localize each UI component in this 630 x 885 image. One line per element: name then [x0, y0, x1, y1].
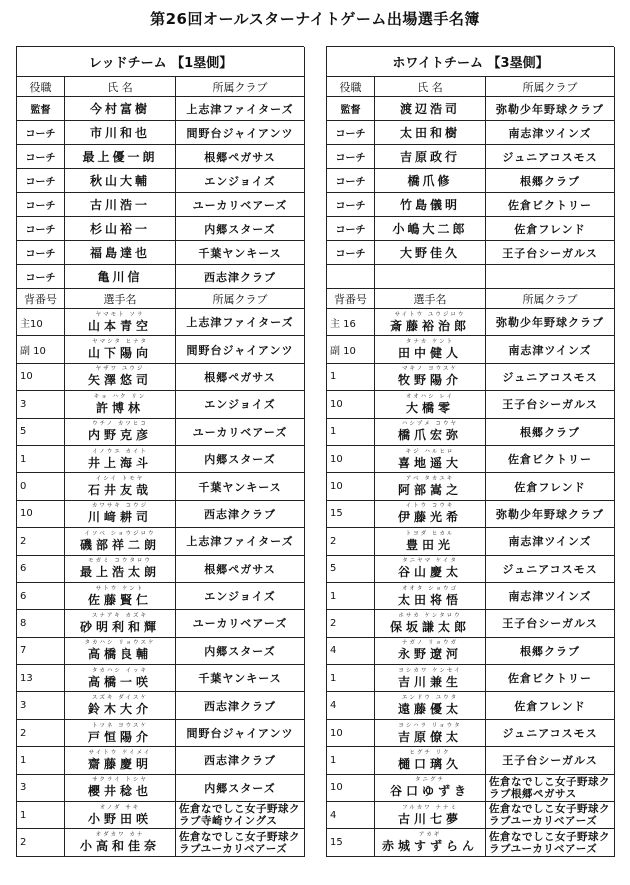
- player-name: 櫻井稔也: [87, 784, 152, 799]
- player-club: 王子台シーガルス: [486, 391, 615, 418]
- player-name-reading: サトウ ケント: [95, 585, 145, 592]
- player-name-reading: アカギ: [418, 832, 442, 839]
- page-title: 第26回オールスターナイトゲーム出場選手名簿: [150, 10, 480, 28]
- player-name-cell: [375, 802, 486, 829]
- player-club: 佐倉フレンド: [486, 473, 615, 500]
- staff-club: 西志津クラブ: [176, 265, 305, 289]
- red-team-panel: [16, 46, 304, 857]
- player-name-cell: [65, 747, 176, 774]
- player-number: 2: [17, 829, 65, 856]
- player-name-cell: [65, 802, 176, 829]
- player-name-reading: ヨシカワ ケンセイ: [398, 667, 462, 674]
- player-name-cell: [375, 583, 486, 610]
- staff-club: 弥勒少年野球クラブ: [486, 97, 615, 121]
- player-club: ジュニアコスモス: [486, 720, 615, 747]
- player-name-cell: [65, 665, 176, 692]
- player-name-cell: [65, 391, 176, 418]
- roster-table: [326, 46, 614, 857]
- player-club-line2: ラブ根郷ペガサス: [489, 787, 577, 800]
- player-club-line1: 佐倉なでしこ女子野球ク: [489, 830, 610, 843]
- player-number: 1: [327, 364, 375, 391]
- player-name: 戸恒陽介: [87, 729, 152, 744]
- player-name-cell: [375, 610, 486, 637]
- player-club: 根郷ペガサス: [176, 556, 305, 583]
- player-number: 10: [327, 720, 375, 747]
- player-number: 5: [17, 419, 65, 446]
- player-club: 南志津ツインズ: [486, 583, 615, 610]
- player-number: 4: [327, 692, 375, 719]
- player-name-reading: タニグチ: [414, 777, 445, 784]
- player-name: 石井友哉: [87, 483, 152, 498]
- player-name-cell: [375, 501, 486, 528]
- player-club: [486, 829, 615, 856]
- staff-role: コーチ: [17, 193, 65, 217]
- player-name: 古川七夢: [397, 811, 462, 826]
- staff-club: ジュニアコスモス: [486, 145, 615, 169]
- player-name: 遠藤優太: [397, 702, 462, 717]
- player-name-reading: キョ ハク リン: [93, 393, 147, 400]
- staff-club: 千葉ヤンキース: [176, 241, 305, 265]
- player-name-cell: [65, 556, 176, 583]
- player-name-reading: スズキ ダイスケ: [91, 695, 149, 702]
- staff-role: コーチ: [327, 193, 375, 217]
- header-role: 役職: [327, 77, 375, 97]
- player-name-cell: [375, 336, 486, 363]
- player-club: 西志津クラブ: [176, 747, 305, 774]
- player-number: 0: [17, 473, 65, 500]
- player-number: 7: [17, 638, 65, 665]
- header-player-club: 所属クラブ: [486, 289, 615, 309]
- player-name-reading: オオタ ショウゴ: [402, 585, 458, 592]
- staff-club: エンジョイズ: [176, 169, 305, 193]
- player-club: 佐倉ビクトリー: [486, 665, 615, 692]
- player-name-cell: [375, 665, 486, 692]
- staff-club: 根郷ペガサス: [176, 145, 305, 169]
- player-club: [486, 775, 615, 802]
- staff-club: 間野台ジャイアンツ: [176, 121, 305, 145]
- player-number: 5: [327, 556, 375, 583]
- staff-club: 根郷クラブ: [486, 169, 615, 193]
- player-number: 副 10: [17, 336, 65, 363]
- player-name: 齋藤慶明: [87, 756, 152, 771]
- player-name: 許博林: [95, 400, 144, 415]
- player-name-reading: オノダ サキ: [99, 804, 141, 811]
- player-number: 1: [17, 446, 65, 473]
- header-name: 氏 名: [65, 77, 176, 97]
- player-number: 8: [17, 610, 65, 637]
- player-number: 6: [17, 556, 65, 583]
- player-name: 砂明利和輝: [79, 619, 160, 634]
- player-name-cell: [65, 364, 176, 391]
- player-name-reading: ヒグチ リク: [409, 749, 451, 756]
- player-club-line2: ラブ寺崎ウイングス: [179, 815, 278, 828]
- staff-role: コーチ: [327, 241, 375, 265]
- player-number: 1: [17, 747, 65, 774]
- player-name: 永野遼河: [397, 647, 462, 662]
- player-number: 10: [327, 775, 375, 802]
- player-name: 小高和佳奈: [79, 839, 160, 854]
- player-name-cell: [65, 419, 176, 446]
- player-club: 南志津ツインズ: [486, 528, 615, 555]
- player-name-cell: [375, 446, 486, 473]
- staff-role: コーチ: [327, 145, 375, 169]
- roster-table: [16, 46, 304, 857]
- player-name-reading: マキノ ヨウスケ: [402, 366, 458, 373]
- header-name: 氏 名: [375, 77, 486, 97]
- player-name: 鈴木大介: [87, 702, 152, 717]
- staff-role: コーチ: [17, 169, 65, 193]
- player-name: 最上浩太朗: [79, 565, 160, 580]
- player-number: 6: [17, 583, 65, 610]
- player-number: 4: [327, 638, 375, 665]
- player-name: 吉原僚太: [397, 729, 462, 744]
- player-name: 矢澤悠司: [87, 373, 152, 388]
- player-name-reading: イソベ ショウジロウ: [84, 530, 156, 537]
- player-name-cell: [65, 775, 176, 802]
- staff-name: 大野佳久: [375, 241, 486, 265]
- player-name: 吉川兼生: [397, 674, 462, 689]
- player-name-reading: ヤマシタ ヒナタ: [92, 339, 148, 346]
- player-name-cell: [375, 309, 486, 336]
- player-club: 内郷スターズ: [176, 638, 305, 665]
- player-name: 高橋一咲: [87, 674, 152, 689]
- player-name-cell: [65, 528, 176, 555]
- player-number: 2: [327, 528, 375, 555]
- player-name-cell: [375, 638, 486, 665]
- staff-role: 監督: [327, 97, 375, 121]
- player-club: 間野台ジャイアンツ: [176, 720, 305, 747]
- player-club: 千葉ヤンキース: [176, 665, 305, 692]
- player-name: 山下陽向: [87, 346, 152, 361]
- staff-role: コーチ: [17, 145, 65, 169]
- player-name: 橋爪宏弥: [397, 428, 462, 443]
- player-name-reading: キジ ハルヒロ: [405, 448, 455, 455]
- player-number: 2: [17, 720, 65, 747]
- staff-role: コーチ: [17, 121, 65, 145]
- staff-role: [327, 265, 375, 289]
- player-name-reading: アベ タカユキ: [405, 476, 455, 483]
- header-club: 所属クラブ: [486, 77, 615, 97]
- player-club-line1: 佐倉なでしこ女子野球ク: [489, 803, 610, 816]
- player-name-cell: [65, 473, 176, 500]
- player-club: 王子台シーガルス: [486, 747, 615, 774]
- player-number: 10: [327, 446, 375, 473]
- player-name-cell: [65, 610, 176, 637]
- player-club: 王子台シーガルス: [486, 610, 615, 637]
- player-name-reading: フルカワ ナナミ: [401, 804, 459, 811]
- player-name-reading: イノウエ カイト: [92, 448, 148, 455]
- player-number: 2: [327, 610, 375, 637]
- player-club: 佐倉ビクトリー: [486, 446, 615, 473]
- player-name: 山本青空: [87, 318, 152, 333]
- player-name-cell: [375, 419, 486, 446]
- staff-name: 福島達也: [65, 241, 176, 265]
- player-name: 太田将悟: [397, 592, 462, 607]
- player-club-line1: 佐倉なでしこ女子野球ク: [179, 803, 300, 816]
- player-club-line2: ラブユーカリベアーズ: [489, 815, 598, 828]
- staff-club: [486, 265, 615, 289]
- staff-name: 杉山裕一: [65, 217, 176, 241]
- player-name-reading: オオハシ レイ: [405, 393, 455, 400]
- player-club: 根郷クラブ: [486, 419, 615, 446]
- player-club: [176, 829, 305, 856]
- staff-name: 秋山大輔: [65, 169, 176, 193]
- staff-name: 吉原政行: [375, 145, 486, 169]
- player-name: 内野克彦: [87, 428, 152, 443]
- player-name: 井上海斗: [87, 455, 152, 470]
- player-number: 10: [327, 473, 375, 500]
- player-name-reading: イシイ トモヤ: [95, 476, 145, 483]
- player-club: 内郷スターズ: [176, 446, 305, 473]
- player-name-cell: [375, 364, 486, 391]
- player-name: 磯部祥二朗: [79, 537, 160, 552]
- player-club: [176, 802, 305, 829]
- player-name-cell: [375, 556, 486, 583]
- player-name-cell: [65, 583, 176, 610]
- player-number: 主 16: [327, 309, 375, 336]
- player-club: 弥勒少年野球クラブ: [486, 309, 615, 336]
- player-name-reading: ヤマモト ソラ: [95, 311, 145, 318]
- player-name-cell: [65, 692, 176, 719]
- player-name: 佐藤賢仁: [87, 592, 152, 607]
- player-club: 上志津ファイターズ: [176, 528, 305, 555]
- player-club-line1: 佐倉なでしこ女子野球ク: [489, 775, 610, 788]
- player-name-cell: [375, 829, 486, 856]
- staff-club: ユーカリベアーズ: [176, 193, 305, 217]
- player-name-cell: [375, 473, 486, 500]
- staff-role: コーチ: [17, 217, 65, 241]
- staff-club: 上志津ファイターズ: [176, 97, 305, 121]
- header-player-name: 選手名: [375, 289, 486, 309]
- player-club-line1: 佐倉なでしこ女子野球ク: [179, 830, 300, 843]
- header-number: 背番号: [327, 289, 375, 309]
- staff-name: 小嶋大二郎: [375, 217, 486, 241]
- player-name: 喜地遥大: [397, 455, 462, 470]
- player-name: 谷口ゆずき: [389, 784, 470, 799]
- player-name-reading: タナカ ケント: [405, 339, 455, 346]
- player-number: 15: [327, 829, 375, 856]
- player-name-cell: [375, 720, 486, 747]
- player-name-cell: [65, 638, 176, 665]
- staff-club: 佐倉フレンド: [486, 217, 615, 241]
- player-club: 根郷ペガサス: [176, 364, 305, 391]
- staff-club: 内郷スターズ: [176, 217, 305, 241]
- staff-name: 渡辺浩司: [375, 97, 486, 121]
- staff-club: 佐倉ビクトリー: [486, 193, 615, 217]
- player-name-reading: トツネ ヨウスケ: [92, 722, 148, 729]
- player-club: 弥勒少年野球クラブ: [486, 501, 615, 528]
- player-name: 伊藤光希: [397, 510, 462, 525]
- player-club: 間野台ジャイアンツ: [176, 336, 305, 363]
- player-name-reading: オダカワ カナ: [95, 832, 145, 839]
- team-name: レッドチーム 【1塁側】: [17, 47, 305, 77]
- player-name: 谷山慶太: [397, 565, 462, 580]
- player-number: 3: [17, 391, 65, 418]
- player-club: ユーカリベアーズ: [176, 610, 305, 637]
- staff-name: [375, 265, 486, 289]
- player-club: ジュニアコスモス: [486, 556, 615, 583]
- player-club-line2: ラブユーカリベアーズ: [179, 842, 288, 855]
- player-name-cell: [375, 692, 486, 719]
- player-name-reading: ウチノ カツヒコ: [92, 421, 148, 428]
- player-number: 3: [17, 775, 65, 802]
- staff-role: コーチ: [327, 217, 375, 241]
- player-name: 阿部嵩之: [397, 483, 462, 498]
- staff-name: 今村富樹: [65, 97, 176, 121]
- staff-role: コーチ: [17, 241, 65, 265]
- player-number: 1: [327, 419, 375, 446]
- player-number: 15: [327, 501, 375, 528]
- staff-club: 王子台シーガルス: [486, 241, 615, 265]
- player-name: 豊田光: [405, 537, 454, 552]
- player-club: ジュニアコスモス: [486, 364, 615, 391]
- player-name-reading: サイトウ ケイメイ: [88, 749, 152, 756]
- player-number: 1: [327, 583, 375, 610]
- player-club: 上志津ファイターズ: [176, 309, 305, 336]
- player-name-reading: ヨシハラ リョウタ: [398, 722, 462, 729]
- player-name: 川﨑耕司: [87, 510, 152, 525]
- player-name-reading: イトウ コウキ: [405, 503, 455, 510]
- player-name-cell: [375, 391, 486, 418]
- player-name-reading: ハシヅメ コウヤ: [401, 421, 459, 428]
- staff-name: 最上優一朗: [65, 145, 176, 169]
- player-club: 根郷クラブ: [486, 638, 615, 665]
- player-name: 小野田咲: [87, 811, 152, 826]
- white-team-panel: [326, 46, 614, 857]
- player-number: 主10: [17, 309, 65, 336]
- player-number: 1: [17, 802, 65, 829]
- staff-name: 橋爪修: [375, 169, 486, 193]
- player-name-cell: [375, 775, 486, 802]
- player-club: [486, 802, 615, 829]
- staff-name: 古川浩一: [65, 193, 176, 217]
- player-name-cell: [375, 528, 486, 555]
- player-name-reading: サイトウ ユウジロウ: [394, 311, 466, 318]
- player-number: 1: [327, 747, 375, 774]
- player-name-reading: ホサカ ケンタロウ: [398, 612, 462, 619]
- player-number: 1: [327, 665, 375, 692]
- player-name: 高橋良輔: [87, 647, 152, 662]
- header-player-club: 所属クラブ: [176, 289, 305, 309]
- header-number: 背番号: [17, 289, 65, 309]
- player-name-cell: [65, 720, 176, 747]
- player-name-cell: [375, 747, 486, 774]
- player-name-cell: [65, 829, 176, 856]
- staff-name: 竹島儀明: [375, 193, 486, 217]
- player-name-reading: ヤザワ ユウジ: [95, 366, 145, 373]
- header-club: 所属クラブ: [176, 77, 305, 97]
- header-player-name: 選手名: [65, 289, 176, 309]
- team-name: ホワイトチーム 【3塁側】: [327, 47, 615, 77]
- player-name-reading: カワサキ コウジ: [91, 503, 149, 510]
- player-name-reading: タカハシ イッキ: [91, 667, 149, 674]
- staff-role: コーチ: [327, 121, 375, 145]
- staff-name: 太田和樹: [375, 121, 486, 145]
- player-club-line2: ラブユーカリベアーズ: [489, 842, 598, 855]
- player-number: 2: [17, 528, 65, 555]
- player-name-cell: [65, 446, 176, 473]
- player-name-reading: ナガノ リョウガ: [402, 640, 458, 647]
- player-number: 10: [327, 391, 375, 418]
- header-role: 役職: [17, 77, 65, 97]
- player-name: 田中健人: [397, 346, 462, 361]
- player-number: 4: [327, 802, 375, 829]
- player-name: 赤城すずらん: [381, 839, 479, 854]
- player-name: 保坂謙太郎: [389, 619, 470, 634]
- player-name-reading: エンドウ ユウタ: [401, 695, 459, 702]
- player-name-reading: スナアキ カズキ: [92, 612, 148, 619]
- player-name-cell: [65, 309, 176, 336]
- staff-role: コーチ: [17, 265, 65, 289]
- player-number: 10: [17, 501, 65, 528]
- player-number: 10: [17, 364, 65, 391]
- player-club: エンジョイズ: [176, 583, 305, 610]
- player-club: エンジョイズ: [176, 391, 305, 418]
- staff-role: コーチ: [327, 169, 375, 193]
- player-club: 西志津クラブ: [176, 501, 305, 528]
- player-name-cell: [65, 336, 176, 363]
- player-name-reading: タニヤマ ケイタ: [402, 558, 458, 565]
- player-name-reading: サクライ トシヤ: [92, 777, 148, 784]
- player-name: 樋口璃久: [397, 756, 462, 771]
- player-name-reading: タカハシ リョウスケ: [84, 640, 156, 647]
- player-club: 南志津ツインズ: [486, 336, 615, 363]
- player-number: 13: [17, 665, 65, 692]
- player-club: 佐倉フレンド: [486, 692, 615, 719]
- player-name-cell: [65, 501, 176, 528]
- player-name: 斎藤裕治郎: [389, 318, 470, 333]
- player-club: 内郷スターズ: [176, 775, 305, 802]
- staff-role: 監督: [17, 97, 65, 121]
- staff-name: 市川和也: [65, 121, 176, 145]
- player-name-reading: モガミ コウタロウ: [88, 558, 152, 565]
- player-number: 3: [17, 692, 65, 719]
- player-club: 西志津クラブ: [176, 692, 305, 719]
- staff-name: 亀川信: [65, 265, 176, 289]
- player-name: 牧野陽介: [397, 373, 462, 388]
- player-number: 副 10: [327, 336, 375, 363]
- player-club: ユーカリベアーズ: [176, 419, 305, 446]
- player-name: 大橋零: [405, 400, 454, 415]
- player-club: 千葉ヤンキース: [176, 473, 305, 500]
- player-name-reading: トヨダ ヒカル: [405, 530, 455, 537]
- staff-club: 南志津ツインズ: [486, 121, 615, 145]
